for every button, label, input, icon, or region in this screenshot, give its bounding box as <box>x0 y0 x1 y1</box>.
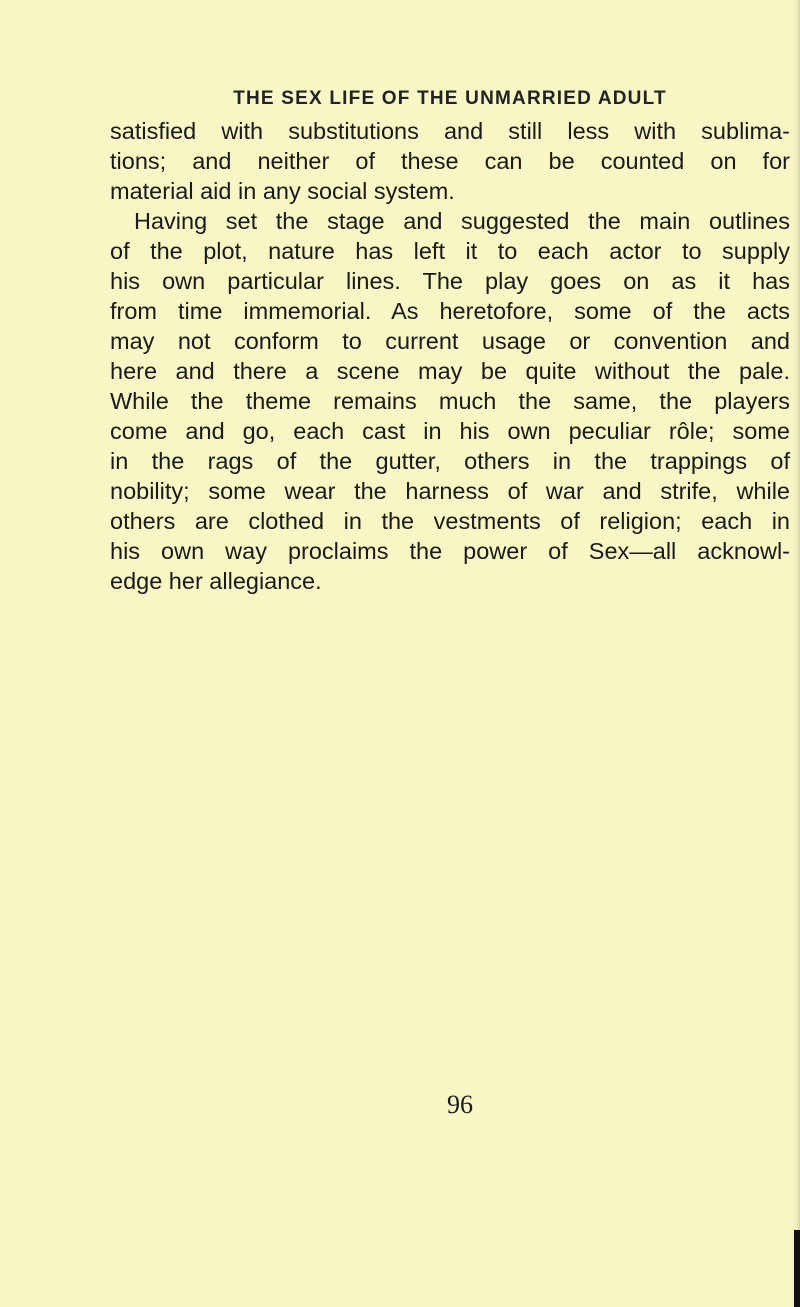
text-line: others are clothed in the vestments of religion; each in <box>110 508 790 534</box>
text-line: from time immemorial. As heretofore, some of the acts <box>110 298 790 324</box>
text-line: may not conform to current usage or convention and <box>110 328 790 354</box>
page-number: 96 <box>447 1090 473 1119</box>
text-line: edge her allegiance. <box>110 568 322 594</box>
running-head: THE SEX LIFE OF THE UNMARRIED ADULT <box>233 88 667 109</box>
text-line: Having set the stage and suggested the main outlines <box>134 208 790 234</box>
text-line: his own particular lines. The play goes on as it has <box>110 268 790 294</box>
text-line: nobility; some wear the harness of war and strife, while <box>110 478 790 504</box>
text-line: of the plot, nature has left it to each actor to supply <box>110 238 790 264</box>
text-line: While the theme remains much the same, the players <box>110 388 790 414</box>
text-line: tions; and neither of these can be counted on for <box>110 148 790 174</box>
text-line: satisfied with substitutions and still less with sublima- <box>110 118 790 144</box>
text-line: his own way proclaims the power of Sex—all acknowl- <box>110 538 790 564</box>
text-line: here and there a scene may be quite without the pale. <box>110 358 790 384</box>
body-text <box>110 116 790 596</box>
page-edge-shadow <box>792 0 800 1307</box>
page-edge-dark <box>794 1230 800 1307</box>
text-line: in the rags of the gutter, others in the trappings of <box>110 448 790 474</box>
text-line: come and go, each cast in his own peculiar rôle; some <box>110 418 790 444</box>
text-line: material aid in any social system. <box>110 178 455 204</box>
